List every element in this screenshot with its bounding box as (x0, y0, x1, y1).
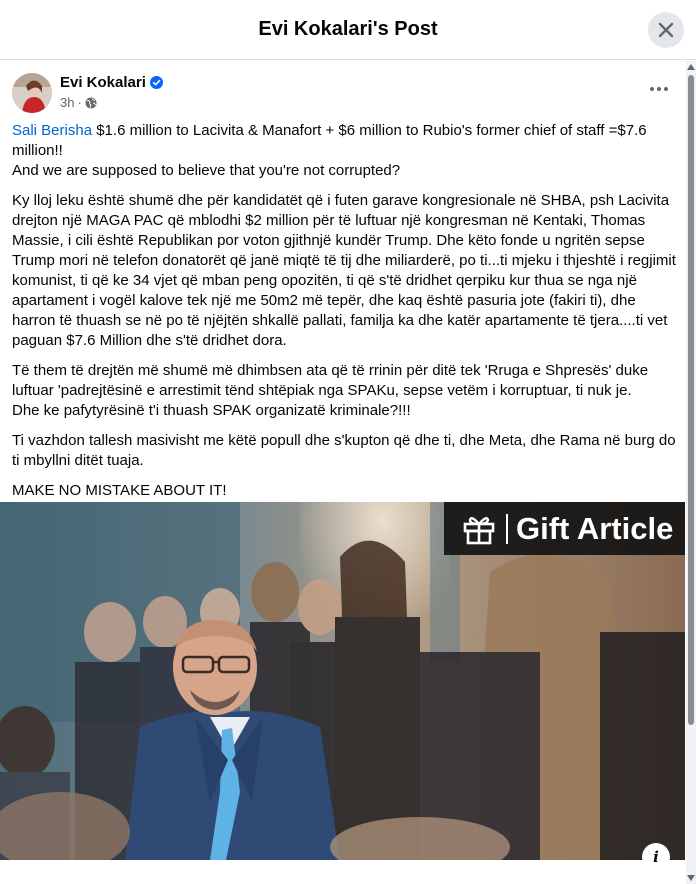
post-paragraph-5: MAKE NO MISTAKE ABOUT IT! (12, 482, 227, 499)
post-image[interactable] (0, 502, 685, 860)
post-paragraph-2: Ky lloj leku është shumë dhe për kandidatët që i futen garave kongresionale në SHBA, psh Lacivita drejton një MAGA PAC që mblodhi $2 million për të luftuar një kongresman në Kentaki, Thomas Massie, i cili është Republikan por voton gjithnjë kundër Trump. Dhe këto fonde u ngritën sepse Trump mori në telefon donatorët që janë miqtë të tij dhe miliarderë, po ti...ti mjeku i thjeshtë i regjimit komunist, ti që ke 34 vjet që mban peng opozitën, ti që s'të dridhet qerpiku kur thua se nga një apartament i vogël kalove tek një me 50m2 më tepër, dhe kaq është pasuria jote (fakiri ti), dhe harron të thuash se në po të njëjtën shkallë pallati, familja ka dhe katër apartamente të tjera....ti vet paguan $7.6 Million dhe s'të dridhet dora. (12, 192, 676, 349)
scroll-down-arrow-icon[interactable] (687, 875, 695, 881)
gift-article-label: Gift Article (516, 510, 674, 546)
post-paragraph-3a: Të them të drejtën më shumë më dhimbsen ata që të rrinin për ditë tek 'Rruga e Shpresës' duke luftuar 'padrejtësinë e arrestimit tënd shtëpiak nga SPAKu, sepse vetëm i korruptuar, ti nuk je. (12, 362, 649, 399)
gift-article-badge[interactable] (444, 502, 685, 555)
gift-icon (462, 513, 496, 545)
post-paragraph-3b: Dhe ke pafytyrësinë t'i thuash SPAK organizatë kriminale?!!! (12, 402, 411, 419)
author-name[interactable]: Evi Kokalari (60, 74, 146, 91)
post-paragraph-4: Ti vazhdon tallesh masivisht me këtë popull dhe s'kupton që dhe ti, dhe Meta, dhe Rama në burg do ti mbyllni ditët tuaja. (12, 432, 676, 469)
more-dot-3 (664, 87, 668, 91)
post-body (12, 121, 676, 511)
gift-separator (506, 514, 508, 544)
scrollbar[interactable] (686, 61, 696, 884)
author-row (60, 74, 163, 91)
scrollbar-thumb[interactable] (688, 75, 694, 725)
author-avatar[interactable] (12, 73, 52, 113)
post-paragraph-3 (12, 361, 676, 421)
scroll-up-arrow-icon[interactable] (687, 64, 695, 70)
meta-separator: · (77, 95, 82, 110)
info-icon[interactable]: i (642, 843, 670, 871)
mention-link[interactable]: Sali Berisha (12, 122, 93, 139)
globe-icon[interactable] (85, 97, 97, 109)
post-container (0, 61, 685, 884)
post-paragraph-1 (12, 121, 676, 181)
post-meta (60, 95, 97, 110)
post-line-2: And we are supposed to believe that you're not corrupted? (12, 162, 401, 179)
more-options-button[interactable] (641, 77, 677, 101)
post-line-1: $1.6 million to Lacivita & Manafort + $6 million to Rubio's former chief of staff =$7.6 million!! (12, 122, 647, 159)
verified-badge-icon (150, 76, 163, 89)
post-time[interactable]: 3h (60, 95, 75, 110)
post-photo (0, 502, 685, 860)
close-icon (658, 22, 674, 38)
modal-title: Evi Kokalari's Post (258, 18, 438, 40)
more-dot-1 (650, 87, 654, 91)
close-button[interactable] (648, 12, 684, 48)
modal-header (0, 0, 696, 60)
more-dot-2 (657, 87, 661, 91)
